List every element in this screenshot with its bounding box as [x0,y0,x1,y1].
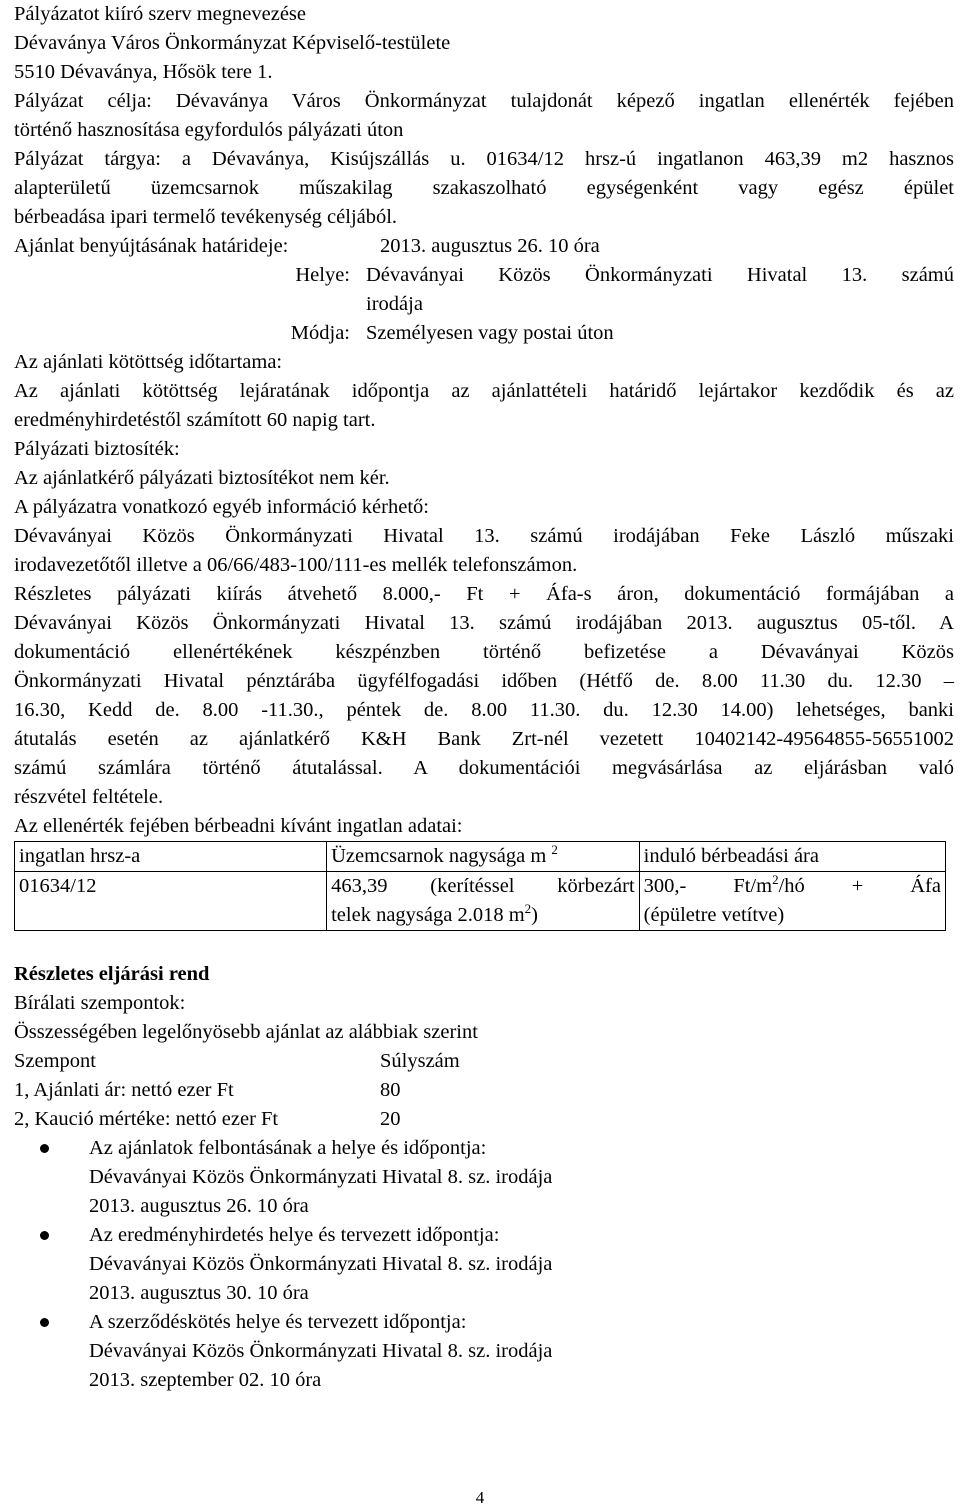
procedure-title: Részletes eljárási rend [14,963,210,985]
table-cell-size: 463,39 (kerítéssel körbezárt telek nagysága 2.018 $m^2$) [327,872,640,931]
property-table [14,841,946,931]
docs-line: Részletes pályázati kiírás átvehető 8.000,- Ft + Áfa-s áron, dokumentáció formájában a [14,583,954,605]
issuer-name: Dévaványa Város Önkormányzat Képviselő-testülete [14,32,451,54]
schedule-list [14,1134,954,1395]
place-value-cont: irodája [366,293,423,315]
info-line: Dévaványai Közös Önkormányzati Hivatal 13. számú irodájában Feke László műszaki [14,525,954,547]
subject-line: alapterületű üzemcsarnok műszakilag szakaszolható egységenként vagy egész épület [14,177,954,199]
list-item: A szerződéskötés helye és tervezett időpontja: Dévaványai Közös Önkormányzati Hivatal 8. sz. irodája 2013. szeptember 02. 10 óra [14,1308,954,1395]
list-item: Az eredményhirdetés helye és tervezett időpontja: Dévaványai Közös Önkormányzati Hivatal 8. sz. irodája 2013. augusztus 30. 10 óra [14,1221,954,1308]
place-value: Dévaványai Közös Önkormányzati Hivatal 13. számú [366,264,954,286]
table-cell-hrsz: 01634/12 [15,872,327,931]
bullet-icon [40,1231,49,1240]
subject-line: bérbeadása ipari termelő tevékenység céljából. [14,206,398,228]
docs-line: 16.30, Kedd de. 8.00 -11.30., péntek de. 8.00 11.30. du. 12.30 14.00) lehetséges, banki [14,699,954,721]
docs-line: részvétel feltétele. [14,786,164,808]
docs-line: számú számlára történő átutalással. A dokumentációi megvásárlása az eljárásban való [14,757,954,779]
guarantee-title: Pályázati biztosíték: [14,438,180,460]
property-title: Az ellenérték fejében bérbeadni kívánt ingatlan adatai: [14,815,463,837]
deadline-label: Ajánlat benyújtásának határideje: [14,235,289,257]
criterion-header: Szempont [14,1050,96,1072]
criteria-title: Bírálati szempontok: [14,992,186,1014]
info-title: A pályázatra vonatkozó egyéb információ kérhető: [14,496,429,518]
issuer-title: Pályázatot kiíró szerv megnevezése [14,3,306,25]
weight-header: Súlyszám [380,1050,460,1072]
criterion-name: 2, Kaució mértéke: nettó ezer Ft [14,1108,279,1130]
list-item: Az ajánlatok felbontásának a helye és időpontja: Dévaványai Közös Önkormányzati Hivatal 8. sz. irodája 2013. augusztus 26. 10 óra [14,1134,954,1221]
purpose-line: Pályázat célja: Dévaványa Város Önkormányzat tulajdonát képező ingatlan ellenérték fejében [14,90,954,112]
table-header-cell: induló bérbeadási ára [639,842,945,872]
bullet-icon [40,1144,49,1153]
criterion-name: 1, Ajánlati ár: nettó ezer Ft [14,1079,234,1101]
criterion-weight: 80 [380,1079,401,1101]
method-value: Személyesen vagy postai úton [366,322,614,344]
binding-title: Az ajánlati kötöttség időtartama: [14,351,283,373]
table-header-cell: Üzemcsarnok nagysága m $^2$ [327,842,640,872]
subject-line: Pályázat tárgya: a Dévaványa, Kisújszállás u. 01634/12 hrsz-ú ingatlanon 463,39 m2 hasznos [14,148,954,170]
criteria-row [14,1076,954,1105]
table-row [15,872,946,931]
guarantee-text: Az ajánlatkérő pályázati biztosítékot nem kér. [14,467,390,489]
method-row [14,319,954,348]
docs-line: Dévaványai Közös Önkormányzati Hivatal 13. számú irodájában 2013. augusztus 05-től. A [14,612,954,634]
criteria-intro: Összességében legelőnyösebb ajánlat az alábbiak szerint [14,1021,478,1043]
document-page [14,0,954,1395]
place-label: Helye: [295,264,350,286]
criterion-weight: 20 [380,1108,401,1130]
page-number: 4 [475,1488,485,1507]
binding-line: Az ajánlati kötöttség lejáratának időpontja az ajánlattételi határidő lejártakor kezdődik és az [14,380,954,402]
criteria-header-row [14,1047,954,1076]
docs-line: dokumentáció ellenértékének készpénzben történő befizetése a Dévaványai Közös [14,641,954,663]
docs-line: Önkormányzati Hivatal pénztárába ügyfélfogadási időben (Hétfő de. 8.00 11.30 du. 12.30 – [14,670,954,692]
table-cell-price: 300,- $Ft/m^2/hó$ + Áfa (épületre vetítve) [639,872,945,931]
table-header-row [15,842,946,872]
docs-line: átutalás esetén az ajánlatkérő K&H Bank Zrt-nél vezetett 10402142-49564855-56551002 [14,728,954,750]
binding-line: eredményhirdetéstől számított 60 napig tart. [14,409,376,431]
deadline-row [14,232,954,261]
place-row-cont [14,290,954,319]
deadline-value: 2013. augusztus 26. 10 óra [380,235,600,257]
issuer-address: 5510 Dévaványa, Hősök tere 1. [14,61,273,83]
method-label: Módja: [290,322,350,344]
table-header-cell: ingatlan hrsz-a [15,842,327,872]
purpose-line: történő hasznosítása egyfordulós pályázati úton [14,119,404,141]
info-line: irodavezetőtől illetve a 06/66/483-100/111-es mellék telefonszámon. [14,554,578,576]
place-row [14,261,954,290]
bullet-icon [40,1318,49,1327]
criteria-row [14,1105,954,1134]
